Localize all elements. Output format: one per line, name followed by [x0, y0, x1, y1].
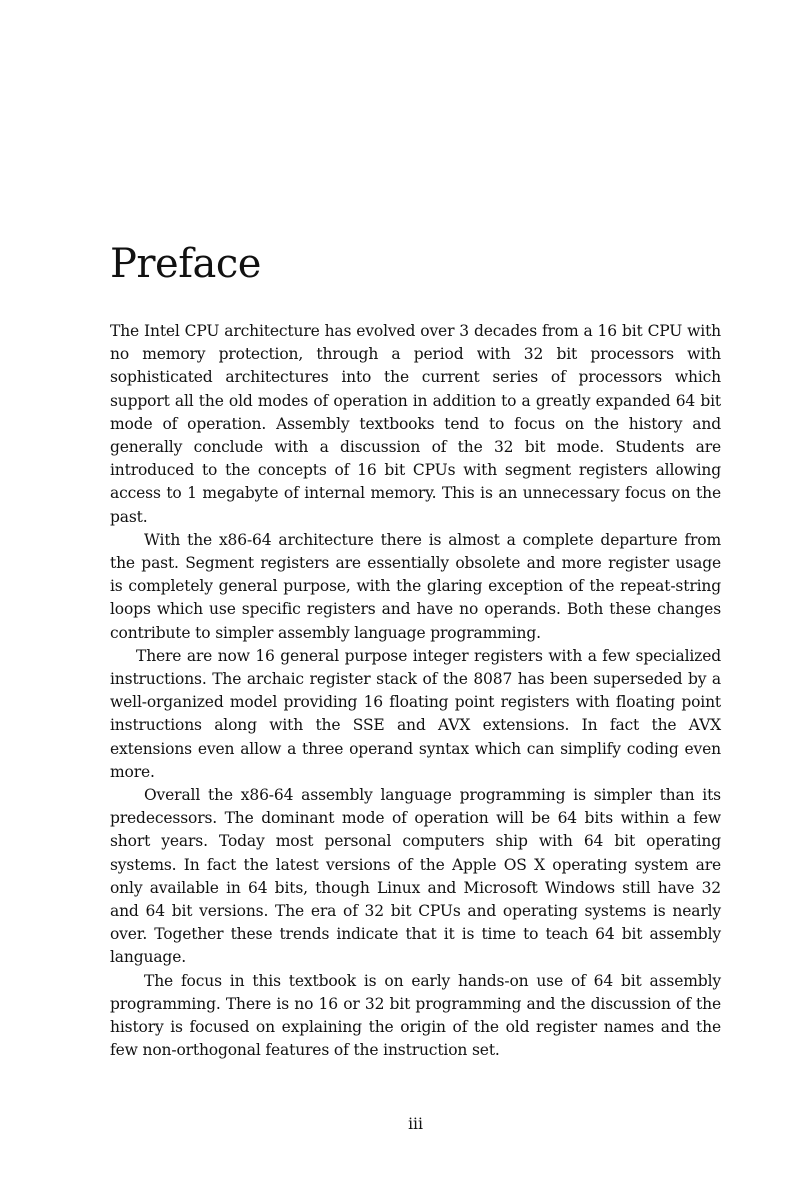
paragraph-3: There are now 16 general purpose integer registers with a few specialized instructions. The archaic register stack of the 8087 has been superseded by a well-organized model providing 16 floating point registers with floating point instructions along with the SSE and AVX extensions. In fact the AVX extensions even allow a three operand syntax which can simplify coding even more. — [110, 646, 721, 781]
paragraph-4: Overall the x86-64 assembly language programming is simpler than its predecessors. The dominant mode of operation will be 64 bits within a few short years. Today most personal computers ship with 64 bit operating systems. In fact the latest versions of the Apple OS X operating system are only available in 64 bits, though Linux and Microsoft Windows still have 32 and 64 bit versions. The era of 32 bit CPUs and operating systems is nearly over. Together these trends indicate that it is time to teach 64 bit assembly language. — [110, 786, 721, 967]
paragraph-5: The focus in this textbook is on early hands-on use of 64 bit assembly programming. There is no 16 or 32 bit programming and the discussion of the history is focused on explaining the origin of the old register names and the few non-orthogonal features of the instruction set. — [110, 971, 721, 1060]
paragraph-2: With the x86-64 architecture there is almost a complete departure from the past. Segment registers are essentially obsolete and more register usage is completely general purpose, with the glaring exception of the repeat-string loops which use specific registers and have no operands. Both these changes contribute to simpler assembly language programming. — [110, 530, 721, 642]
chapter-title: Preface — [110, 241, 261, 287]
paragraph-1: The Intel CPU architecture has evolved over 3 decades from a 16 bit CPU with no memory protection, through a period with 32 bit processors with sophisticated architectures into the current series of processors which support all the old modes of operation in addition to a greatly expanded 64 bit mode of operation. Assembly textbooks tend to focus on the history and generally conclude with a discussion of the 32 bit mode. Students are introduced to the concepts of 16 bit CPUs with segment registers allowing access to 1 megabyte of internal memory. This is an unnecessary focus on the past. — [110, 322, 721, 526]
book-page — [110, 0, 721, 1200]
preface-body — [110, 320, 721, 1063]
page-number: iii — [408, 1115, 423, 1133]
